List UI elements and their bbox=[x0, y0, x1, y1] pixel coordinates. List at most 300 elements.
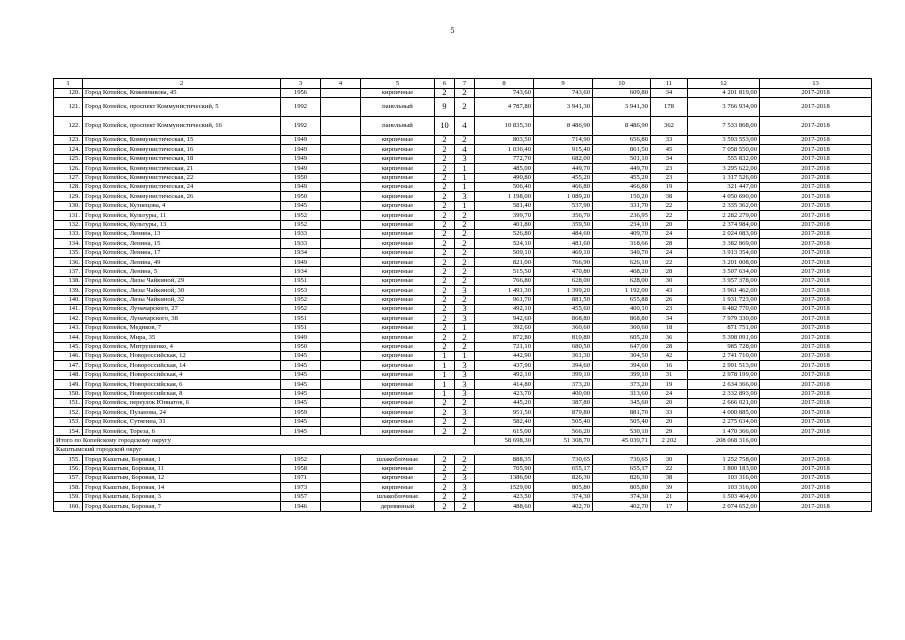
table-cell: 28 bbox=[651, 342, 688, 351]
table-cell: 4 201 819,00 bbox=[688, 88, 760, 97]
table-cell: 1933 bbox=[281, 239, 321, 248]
table-cell: 1945 bbox=[281, 380, 321, 389]
table-cell: 2 bbox=[435, 286, 455, 295]
table-cell: 721,10 bbox=[475, 342, 534, 351]
table-cell: 147. bbox=[54, 361, 83, 370]
table-cell: 2017-2018 bbox=[760, 483, 872, 492]
table-cell: 655,17 bbox=[593, 464, 651, 473]
table-row bbox=[54, 351, 872, 360]
table-cell: 879,80 bbox=[534, 408, 593, 417]
table-cell: 124. bbox=[54, 145, 83, 154]
table-cell: 1949 bbox=[281, 164, 321, 173]
table-cell: 423,70 bbox=[475, 389, 534, 398]
table-cell: 2 bbox=[435, 305, 455, 314]
table-cell: 402,70 bbox=[534, 502, 593, 511]
table-cell: 22 bbox=[651, 464, 688, 473]
table-cell: 4 000 885,00 bbox=[688, 408, 760, 417]
table-cell: панельный bbox=[361, 116, 435, 135]
table-cell: Город Копейск, Новороссийская, 12 bbox=[83, 351, 281, 360]
table-cell: 34 bbox=[651, 154, 688, 163]
table-cell: 2 bbox=[455, 135, 475, 144]
table-cell: 30 bbox=[651, 455, 688, 464]
table-cell: 445,20 bbox=[475, 398, 534, 407]
table-cell: 655,88 bbox=[593, 295, 651, 304]
table-cell: Город Кыштым, Боровая, 7 bbox=[83, 502, 281, 511]
table-cell: 399,70 bbox=[475, 211, 534, 220]
table-cell bbox=[321, 211, 361, 220]
total-cell: 51 308,70 bbox=[534, 436, 593, 445]
table-cell: 3 bbox=[455, 192, 475, 201]
table-cell: 1 bbox=[435, 370, 455, 379]
table-cell: 135. bbox=[54, 248, 83, 257]
table-cell: 33 bbox=[651, 135, 688, 144]
table-cell: 122. bbox=[54, 116, 83, 135]
table-cell: 488,60 bbox=[475, 502, 534, 511]
table-cell: 743,60 bbox=[475, 88, 534, 97]
table-cell: 4 050 690,00 bbox=[688, 192, 760, 201]
table-cell: 803,50 bbox=[475, 135, 534, 144]
table-cell: 34 bbox=[651, 314, 688, 323]
table-cell: 1952 bbox=[281, 455, 321, 464]
table-cell: 2 bbox=[455, 333, 475, 342]
table-row bbox=[54, 182, 872, 191]
table-cell: 1951 bbox=[281, 323, 321, 332]
table-cell: Город Копейск, Луначарского, 38 bbox=[83, 314, 281, 323]
column-number-header: 5 bbox=[361, 79, 435, 89]
table-cell: 1 bbox=[455, 201, 475, 210]
table-cell: 151. bbox=[54, 398, 83, 407]
table-cell: 2017-2018 bbox=[760, 464, 872, 473]
table-cell: 492,10 bbox=[475, 305, 534, 314]
table-row bbox=[54, 417, 872, 426]
table-cell: 509,10 bbox=[475, 248, 534, 257]
table-cell: 2 bbox=[435, 502, 455, 511]
table-cell: 961,70 bbox=[475, 295, 534, 304]
table-cell: Город Кыштым, Боровая, 11 bbox=[83, 464, 281, 473]
table-cell: 2017-2018 bbox=[760, 361, 872, 370]
table-cell: Город Копейск, Сутягина, 31 bbox=[83, 417, 281, 426]
table-cell bbox=[321, 408, 361, 417]
column-number-header: 9 bbox=[534, 79, 593, 89]
table-cell: 2017-2018 bbox=[760, 295, 872, 304]
table-cell: 3 941,30 bbox=[593, 97, 651, 116]
table-cell: 26 bbox=[651, 295, 688, 304]
table-cell: 7 533 868,00 bbox=[688, 116, 760, 135]
table-cell: 2017-2018 bbox=[760, 370, 872, 379]
table-cell: 144. bbox=[54, 333, 83, 342]
table-cell: 2017-2018 bbox=[760, 305, 872, 314]
table-cell: 140. bbox=[54, 295, 83, 304]
table-cell: 985 728,00 bbox=[688, 342, 760, 351]
table-cell: 2017-2018 bbox=[760, 427, 872, 436]
table-cell: 2017-2018 bbox=[760, 154, 872, 163]
table-cell bbox=[321, 173, 361, 182]
total-cell bbox=[760, 436, 872, 445]
table-cell bbox=[321, 88, 361, 97]
table-cell: 20 bbox=[651, 220, 688, 229]
table-cell: Город Копейск, переулок Юннатов, 6 bbox=[83, 398, 281, 407]
table-cell bbox=[321, 135, 361, 144]
table-cell: 1 bbox=[435, 361, 455, 370]
table-row bbox=[54, 248, 872, 257]
table-row bbox=[54, 342, 872, 351]
table-cell: 24 bbox=[651, 389, 688, 398]
table-row bbox=[54, 474, 872, 483]
table-cell bbox=[321, 417, 361, 426]
table-cell: 2017-2018 bbox=[760, 88, 872, 97]
table-cell: 2 634 366,00 bbox=[688, 380, 760, 389]
table-cell: 2 bbox=[455, 229, 475, 238]
table-cell: 31 bbox=[651, 370, 688, 379]
table-cell: 2 bbox=[435, 248, 455, 257]
table-cell bbox=[321, 276, 361, 285]
table-cell: 1945 bbox=[281, 389, 321, 398]
table-cell: шлакоблочные bbox=[361, 455, 435, 464]
table-cell: 2 024 083,00 bbox=[688, 229, 760, 238]
table-cell: 2017-2018 bbox=[760, 342, 872, 351]
table-cell: 2 bbox=[435, 220, 455, 229]
table-cell: 2 bbox=[455, 455, 475, 464]
table-cell: 1952 bbox=[281, 220, 321, 229]
table-cell: 20 bbox=[651, 398, 688, 407]
table-cell: 3 bbox=[455, 154, 475, 163]
table-cell: 131. bbox=[54, 211, 83, 220]
table-cell: 4 bbox=[455, 116, 475, 135]
table-cell: 373,20 bbox=[534, 380, 593, 389]
table-cell: 155. bbox=[54, 455, 83, 464]
table-cell: 331,70 bbox=[593, 201, 651, 210]
table-cell: Город Кыштым, Боровая, 12 bbox=[83, 474, 281, 483]
table-row bbox=[54, 267, 872, 276]
table-cell: 36 bbox=[651, 333, 688, 342]
table-cell: кирпичные bbox=[361, 164, 435, 173]
table-cell: 526,80 bbox=[475, 229, 534, 238]
table-cell: 24 bbox=[651, 248, 688, 257]
table-cell: 868,80 bbox=[593, 314, 651, 323]
table-cell: 125. bbox=[54, 154, 83, 163]
table-cell: 2 bbox=[455, 88, 475, 97]
table-cell bbox=[321, 248, 361, 257]
table-row bbox=[54, 173, 872, 182]
table-cell: кирпичные bbox=[361, 220, 435, 229]
table-cell: 1 800 183,00 bbox=[688, 464, 760, 473]
table-cell: 360,60 bbox=[593, 323, 651, 332]
table-cell: Город Кыштым, Боровая, 1 bbox=[83, 455, 281, 464]
table-row bbox=[54, 380, 872, 389]
table-cell: 2 bbox=[455, 417, 475, 426]
table-cell: 2 bbox=[455, 211, 475, 220]
table-cell: 2 bbox=[435, 417, 455, 426]
table-cell: 2 074 652,00 bbox=[688, 502, 760, 511]
table-cell bbox=[321, 295, 361, 304]
table-cell: 154. bbox=[54, 427, 83, 436]
table-cell: 1951 bbox=[281, 276, 321, 285]
table-cell: 2017-2018 bbox=[760, 116, 872, 135]
table-cell: кирпичные bbox=[361, 182, 435, 191]
table-cell: 609,80 bbox=[593, 88, 651, 97]
table-cell: 1958 bbox=[281, 464, 321, 473]
table-cell: 158. bbox=[54, 483, 83, 492]
table-cell: 730,65 bbox=[534, 455, 593, 464]
table-row bbox=[54, 220, 872, 229]
table-cell: 9 bbox=[435, 97, 455, 116]
table-cell: 1952 bbox=[281, 295, 321, 304]
table-cell: 8 486,90 bbox=[534, 116, 593, 135]
table-cell: 121. bbox=[54, 97, 83, 116]
table-cell: 178 bbox=[651, 97, 688, 116]
table-cell: 3 bbox=[455, 370, 475, 379]
table-row bbox=[54, 361, 872, 370]
table-cell: 4 bbox=[455, 145, 475, 154]
table-cell: 2 bbox=[435, 192, 455, 201]
table-cell: 136. bbox=[54, 258, 83, 267]
table-cell: 2017-2018 bbox=[760, 502, 872, 511]
table-cell: 33 bbox=[651, 408, 688, 417]
table-cell: 137. bbox=[54, 267, 83, 276]
table-cell: 628,00 bbox=[593, 276, 651, 285]
table-cell: 2 bbox=[455, 398, 475, 407]
table-cell: 3 295 622,00 bbox=[688, 164, 760, 173]
table-cell bbox=[321, 351, 361, 360]
table-cell: 360,60 bbox=[534, 323, 593, 332]
table-cell: 2 978 199,00 bbox=[688, 370, 760, 379]
column-number-header: 6 bbox=[435, 79, 455, 89]
table-cell: 566,20 bbox=[534, 427, 593, 436]
table-cell: 2 275 634,00 bbox=[688, 417, 760, 426]
table-cell: 1971 bbox=[281, 474, 321, 483]
table-row bbox=[54, 408, 872, 417]
table-cell: 1949 bbox=[281, 145, 321, 154]
table-cell: 408,20 bbox=[593, 267, 651, 276]
table-cell: 2017-2018 bbox=[760, 192, 872, 201]
table-cell: 3 bbox=[455, 314, 475, 323]
table-cell: 160. bbox=[54, 502, 83, 511]
table-cell: 29 bbox=[651, 427, 688, 436]
table-cell: 2 bbox=[435, 135, 455, 144]
table-cell: 22 bbox=[651, 211, 688, 220]
table-cell: 449,70 bbox=[593, 164, 651, 173]
table-cell: 399,10 bbox=[593, 370, 651, 379]
table-cell: Город Копейск, Коммунистическая, 26 bbox=[83, 192, 281, 201]
table-cell: 1 bbox=[455, 182, 475, 191]
table-cell: 1949 bbox=[281, 333, 321, 342]
table-cell: 2 bbox=[435, 182, 455, 191]
table-cell: 2017-2018 bbox=[760, 182, 872, 191]
column-number-header: 8 bbox=[475, 79, 534, 89]
table-row bbox=[54, 229, 872, 238]
table-cell bbox=[321, 370, 361, 379]
table-cell: 2 bbox=[455, 502, 475, 511]
table-cell: 2017-2018 bbox=[760, 248, 872, 257]
table-cell: 805,80 bbox=[593, 483, 651, 492]
table-row bbox=[54, 201, 872, 210]
table-cell: 2 bbox=[435, 154, 455, 163]
table-cell: 19 bbox=[651, 182, 688, 191]
table-cell: 1 399,20 bbox=[534, 286, 593, 295]
table-cell bbox=[321, 229, 361, 238]
table-cell: 1 931 723,00 bbox=[688, 295, 760, 304]
table-cell: 152. bbox=[54, 408, 83, 417]
table-cell: 7 058 550,00 bbox=[688, 145, 760, 154]
table-cell: 449,70 bbox=[534, 164, 593, 173]
table-cell: 3 766 934,00 bbox=[688, 97, 760, 116]
table-cell: кирпичные bbox=[361, 427, 435, 436]
table-cell: 2017-2018 bbox=[760, 135, 872, 144]
section-header-row bbox=[54, 445, 872, 454]
table-cell: кирпичные bbox=[361, 351, 435, 360]
table-cell: 132. bbox=[54, 220, 83, 229]
table-cell: 2 bbox=[435, 323, 455, 332]
table-cell: 356,70 bbox=[534, 211, 593, 220]
table-cell: 146. bbox=[54, 351, 83, 360]
table-cell: 414,80 bbox=[475, 380, 534, 389]
table-cell: кирпичные bbox=[361, 201, 435, 210]
table-cell: 345,60 bbox=[593, 398, 651, 407]
table-cell: 130. bbox=[54, 201, 83, 210]
table-cell: 2 991 513,00 bbox=[688, 361, 760, 370]
table-cell: 2 bbox=[455, 267, 475, 276]
table-row bbox=[54, 389, 872, 398]
table-cell: 1959 bbox=[281, 408, 321, 417]
total-cell: 58 698,30 bbox=[475, 436, 534, 445]
table-cell: 3 961 462,00 bbox=[688, 286, 760, 295]
table-cell: 3 bbox=[455, 389, 475, 398]
table-cell: 18 bbox=[651, 323, 688, 332]
table-cell: кирпичные bbox=[361, 314, 435, 323]
table-cell: 2 bbox=[455, 248, 475, 257]
table-cell: 2 bbox=[435, 342, 455, 351]
table-cell: 142. bbox=[54, 314, 83, 323]
table-cell: 3 bbox=[455, 380, 475, 389]
table-cell: 39 bbox=[651, 483, 688, 492]
table-cell: 3 913 354,00 bbox=[688, 248, 760, 257]
table-cell: 2017-2018 bbox=[760, 220, 872, 229]
table-cell: 1934 bbox=[281, 267, 321, 276]
table-cell: 615,00 bbox=[475, 427, 534, 436]
table-row bbox=[54, 286, 872, 295]
total-cell: 208 068 316,00 bbox=[688, 436, 760, 445]
table-cell: 2 bbox=[435, 239, 455, 248]
column-number-header: 1 bbox=[54, 79, 83, 89]
table-cell: 2 bbox=[435, 408, 455, 417]
table-cell: 2017-2018 bbox=[760, 211, 872, 220]
column-number-header: 11 bbox=[651, 79, 688, 89]
table-cell: 24 bbox=[651, 229, 688, 238]
table-row bbox=[54, 276, 872, 285]
table-cell: 2 bbox=[435, 427, 455, 436]
table-cell bbox=[321, 389, 361, 398]
table-cell: 133. bbox=[54, 229, 83, 238]
table-cell: 1386,00 bbox=[475, 474, 534, 483]
table-cell: кирпичные bbox=[361, 88, 435, 97]
table-cell: 10 bbox=[435, 116, 455, 135]
table-cell: 1945 bbox=[281, 427, 321, 436]
table-cell: 3 bbox=[455, 474, 475, 483]
table-cell: 20 bbox=[651, 417, 688, 426]
table-cell: 1992 bbox=[281, 116, 321, 135]
table-cell: 4 787,80 bbox=[475, 97, 534, 116]
table-cell: 134. bbox=[54, 239, 83, 248]
table-cell: кирпичные bbox=[361, 248, 435, 257]
table-cell: панельный bbox=[361, 97, 435, 116]
table-cell: Город Копейск, Новороссийская, 14 bbox=[83, 361, 281, 370]
table-cell: 470,80 bbox=[534, 267, 593, 276]
table-cell: Город Копейск, проспект Коммунистический, 16 bbox=[83, 116, 281, 135]
table-cell: 2 bbox=[435, 211, 455, 220]
table-cell: 2 bbox=[455, 342, 475, 351]
table-row bbox=[54, 192, 872, 201]
table-cell: 810,80 bbox=[534, 333, 593, 342]
table-cell: 150,20 bbox=[593, 192, 651, 201]
table-cell: 492,10 bbox=[475, 370, 534, 379]
table-row bbox=[54, 258, 872, 267]
table-cell: 484,60 bbox=[534, 229, 593, 238]
table-cell: Город Копейск, Митрушенко, 4 bbox=[83, 342, 281, 351]
table-cell bbox=[321, 455, 361, 464]
table-cell bbox=[321, 333, 361, 342]
table-cell: 22 bbox=[651, 258, 688, 267]
table-cell: Город Кыштым, Боровая, 14 bbox=[83, 483, 281, 492]
table-cell bbox=[321, 201, 361, 210]
table-cell: 1 bbox=[435, 380, 455, 389]
column-number-header: 12 bbox=[688, 79, 760, 89]
table-cell: 2017-2018 bbox=[760, 492, 872, 501]
table-cell: 149. bbox=[54, 380, 83, 389]
table-cell: 361,30 bbox=[534, 351, 593, 360]
table-cell: 23 bbox=[651, 173, 688, 182]
table-cell: 2017-2018 bbox=[760, 455, 872, 464]
table-cell: 400,10 bbox=[593, 305, 651, 314]
table-cell: 1 bbox=[455, 351, 475, 360]
table-cell: 2 bbox=[455, 276, 475, 285]
table-cell: 605,20 bbox=[593, 333, 651, 342]
table-cell: 2017-2018 bbox=[760, 408, 872, 417]
table-row bbox=[54, 502, 872, 511]
table-cell: 45 bbox=[651, 145, 688, 154]
table-cell: 2 bbox=[435, 229, 455, 238]
table-cell: 2 bbox=[435, 333, 455, 342]
table-cell: Город Копейск, Кожевникова, 45 bbox=[83, 88, 281, 97]
table-cell bbox=[321, 267, 361, 276]
table-cell: 505,40 bbox=[593, 417, 651, 426]
table-cell: 28 bbox=[651, 267, 688, 276]
table-cell: 1950 bbox=[281, 192, 321, 201]
total-row bbox=[54, 436, 872, 445]
table-cell: 2 bbox=[435, 398, 455, 407]
table-cell: 3 382 869,00 bbox=[688, 239, 760, 248]
table-cell: 143. bbox=[54, 323, 83, 332]
table-cell: 537,90 bbox=[534, 201, 593, 210]
table-cell: 743,60 bbox=[534, 88, 593, 97]
table-row bbox=[54, 398, 872, 407]
table-cell: 1 503 464,00 bbox=[688, 492, 760, 501]
table-row bbox=[54, 88, 872, 97]
table-cell: Город Копейск, Новороссийская, 4 bbox=[83, 370, 281, 379]
table-cell: 766,80 bbox=[475, 276, 534, 285]
table-cell: кирпичные bbox=[361, 464, 435, 473]
table-cell bbox=[321, 145, 361, 154]
table-cell: 30 bbox=[651, 276, 688, 285]
table-cell: кирпичные bbox=[361, 408, 435, 417]
table-cell: 34 bbox=[651, 88, 688, 97]
table-cell: 485,00 bbox=[475, 164, 534, 173]
table-cell: 362 bbox=[651, 116, 688, 135]
table-cell: 951,50 bbox=[475, 408, 534, 417]
table-cell: 6 482 770,00 bbox=[688, 305, 760, 314]
table-cell: 22 bbox=[651, 201, 688, 210]
table-cell: 1 bbox=[435, 351, 455, 360]
table-cell: кирпичные bbox=[361, 258, 435, 267]
